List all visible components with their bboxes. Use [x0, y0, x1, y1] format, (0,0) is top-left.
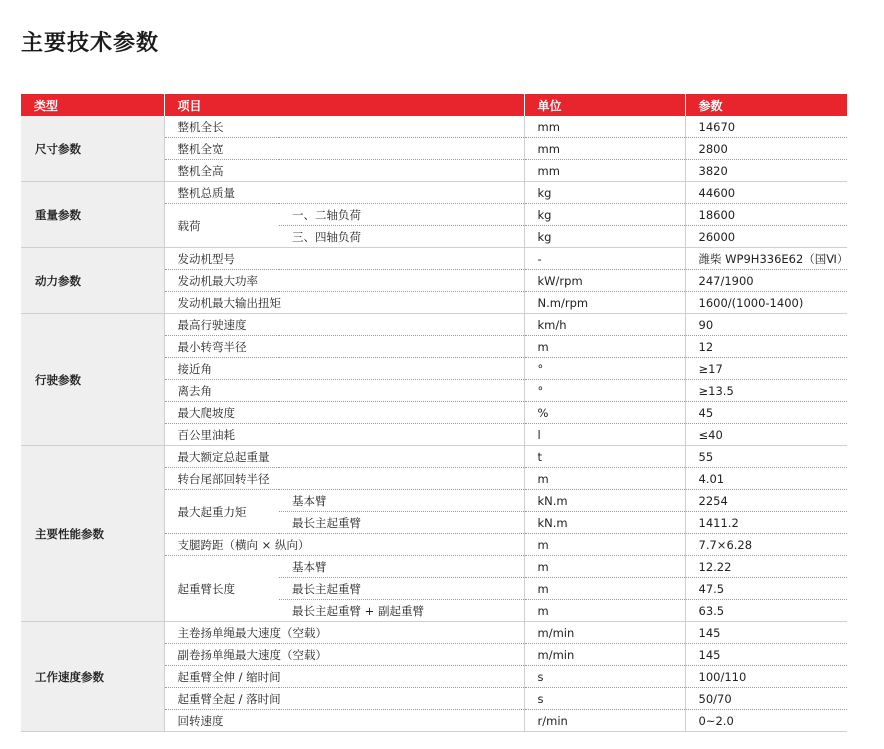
unit-cell: kN.m [524, 490, 685, 512]
value-cell: 145 [685, 644, 847, 666]
spec-table [21, 94, 847, 732]
value-cell: 1600/(1000-1400) [685, 292, 847, 314]
unit-cell: s [524, 688, 685, 710]
unit-cell: ° [524, 358, 685, 380]
subitem-cell: 一、二轴负荷 [279, 204, 524, 226]
item-cell: 最大起重力矩 [164, 490, 279, 534]
item-cell: 整机全长 [164, 116, 524, 138]
group-label: 尺寸参数 [21, 116, 164, 182]
value-cell: 63.5 [685, 600, 847, 622]
value-cell: 1411.2 [685, 512, 847, 534]
item-cell: 最大爬坡度 [164, 402, 524, 424]
value-cell: ≤40 [685, 424, 847, 446]
unit-cell: l [524, 424, 685, 446]
item-cell: 主卷扬单绳最大速度（空载） [164, 622, 524, 644]
item-cell: 副卷扬单绳最大速度（空载） [164, 644, 524, 666]
subitem-cell: 最长主起重臂 [279, 512, 524, 534]
item-cell: 最大额定总起重量 [164, 446, 524, 468]
item-cell: 百公里油耗 [164, 424, 524, 446]
subitem-cell: 最长主起重臂 [279, 578, 524, 600]
unit-cell: m [524, 600, 685, 622]
item-cell: 回转速度 [164, 710, 524, 732]
unit-cell: m [524, 468, 685, 490]
header-unit: 单位 [524, 94, 685, 116]
unit-cell: % [524, 402, 685, 424]
value-cell: 145 [685, 622, 847, 644]
value-cell: 3820 [685, 160, 847, 182]
header-type: 类型 [21, 94, 164, 116]
value-cell: ≥13.5 [685, 380, 847, 402]
value-cell: 18600 [685, 204, 847, 226]
unit-cell: kg [524, 204, 685, 226]
subitem-cell: 基本臂 [279, 490, 524, 512]
value-cell: 26000 [685, 226, 847, 248]
item-cell: 发动机型号 [164, 248, 524, 270]
item-cell: 载荷 [164, 204, 279, 248]
subitem-cell: 最长主起重臂 + 副起重臂 [279, 600, 524, 622]
item-cell: 起重臂全伸 / 缩时间 [164, 666, 524, 688]
unit-cell: mm [524, 160, 685, 182]
table-row [21, 116, 847, 138]
item-cell: 整机全高 [164, 160, 524, 182]
unit-cell: m [524, 578, 685, 600]
value-cell: 7.7×6.28 [685, 534, 847, 556]
table-row [21, 248, 847, 270]
value-cell: 2254 [685, 490, 847, 512]
item-cell: 转台尾部回转半径 [164, 468, 524, 490]
unit-cell: kg [524, 182, 685, 204]
subitem-cell: 三、四轴负荷 [279, 226, 524, 248]
value-cell: 47.5 [685, 578, 847, 600]
value-cell: 45 [685, 402, 847, 424]
table-row [21, 182, 847, 204]
item-cell: 接近角 [164, 358, 524, 380]
unit-cell: m [524, 534, 685, 556]
item-cell: 最高行驶速度 [164, 314, 524, 336]
subitem-cell: 基本臂 [279, 556, 524, 578]
unit-cell: m [524, 336, 685, 358]
header-item: 项目 [164, 94, 524, 116]
item-cell: 发动机最大输出扭矩 [164, 292, 524, 314]
item-cell: 起重臂全起 / 落时间 [164, 688, 524, 710]
value-cell: 90 [685, 314, 847, 336]
value-cell: ≥17 [685, 358, 847, 380]
unit-cell: mm [524, 116, 685, 138]
value-cell: 55 [685, 446, 847, 468]
unit-cell: m/min [524, 622, 685, 644]
value-cell: 0~2.0 [685, 710, 847, 732]
item-cell: 支腿跨距（横向 × 纵向） [164, 534, 524, 556]
table-row [21, 622, 847, 644]
unit-cell: kN.m [524, 512, 685, 534]
table-row [21, 446, 847, 468]
value-cell: 2800 [685, 138, 847, 160]
table-row [21, 314, 847, 336]
unit-cell: - [524, 248, 685, 270]
unit-cell: r/min [524, 710, 685, 732]
unit-cell: m/min [524, 644, 685, 666]
value-cell: 潍柴 WP9H336E62（国Ⅵ） [685, 248, 847, 270]
item-cell: 发动机最大功率 [164, 270, 524, 292]
unit-cell: kg [524, 226, 685, 248]
group-label: 重量参数 [21, 182, 164, 248]
unit-cell: N.m/rpm [524, 292, 685, 314]
group-label: 动力参数 [21, 248, 164, 314]
table-header [21, 94, 847, 116]
value-cell: 50/70 [685, 688, 847, 710]
unit-cell: mm [524, 138, 685, 160]
unit-cell: s [524, 666, 685, 688]
group-label: 工作速度参数 [21, 622, 164, 732]
value-cell: 12.22 [685, 556, 847, 578]
unit-cell: m [524, 556, 685, 578]
item-cell: 最小转弯半径 [164, 336, 524, 358]
page-title: 主要技术参数 [21, 31, 160, 56]
group-label: 行驶参数 [21, 314, 164, 446]
value-cell: 14670 [685, 116, 847, 138]
item-cell: 整机总质量 [164, 182, 524, 204]
item-cell: 起重臂长度 [164, 556, 279, 622]
value-cell: 100/110 [685, 666, 847, 688]
unit-cell: t [524, 446, 685, 468]
item-cell: 整机全宽 [164, 138, 524, 160]
group-label: 主要性能参数 [21, 446, 164, 622]
item-cell: 离去角 [164, 380, 524, 402]
value-cell: 44600 [685, 182, 847, 204]
unit-cell: km/h [524, 314, 685, 336]
unit-cell: kW/rpm [524, 270, 685, 292]
header-value: 参数 [685, 94, 847, 116]
value-cell: 247/1900 [685, 270, 847, 292]
value-cell: 12 [685, 336, 847, 358]
value-cell: 4.01 [685, 468, 847, 490]
unit-cell: ° [524, 380, 685, 402]
